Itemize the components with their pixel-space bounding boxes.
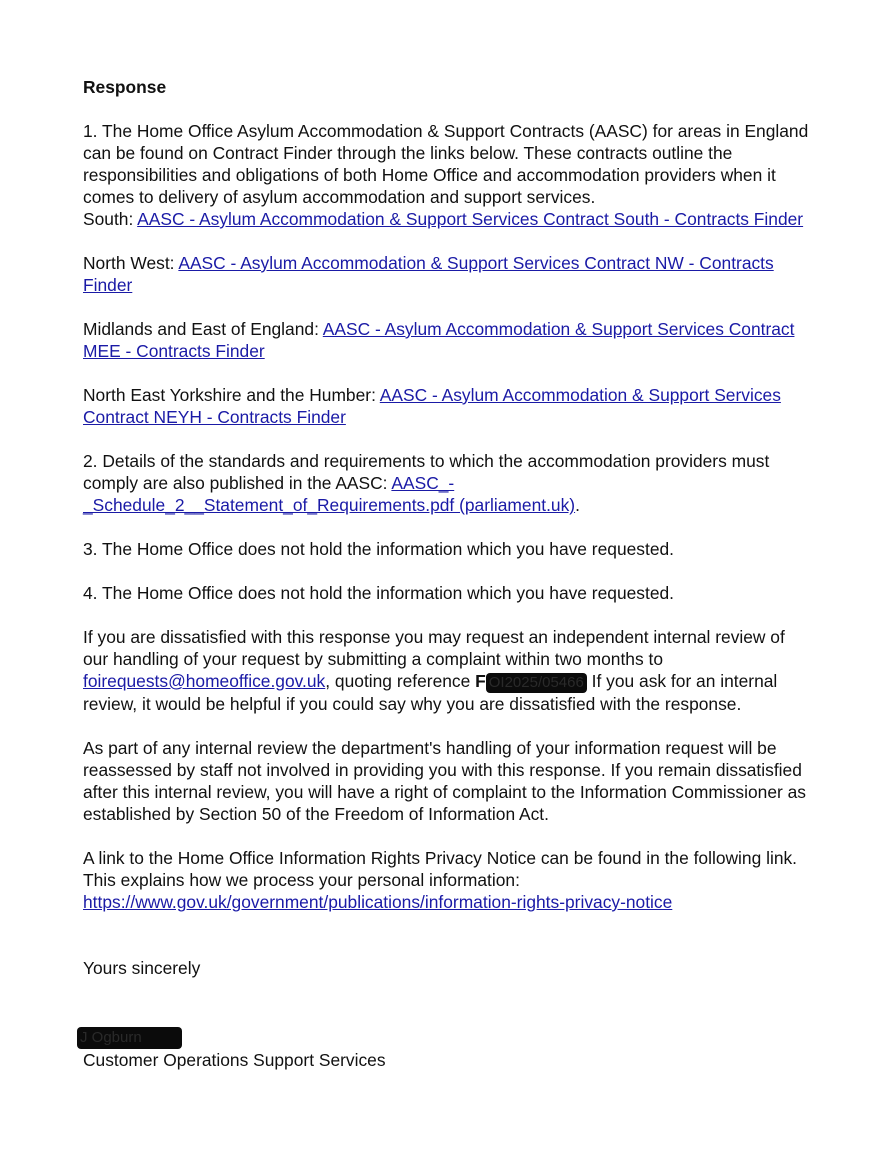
privacy-text: A link to the Home Office Information Rights Privacy Notice can be found in the following link. This explains how we process your personal information: (83, 848, 798, 890)
reference-prefix: F (475, 671, 486, 691)
midlands-east-label: Midlands and East of England: (83, 319, 323, 339)
item-2-text: 2. Details of the standards and requirements to which the accommodation providers must comply are also published in the AASC: (83, 451, 770, 493)
item-1-intro: 1. The Home Office Asylum Accommodation & Support Contracts (AASC) for areas in England can be found on Contract Finder through the links below. These contracts outline the responsibilities and obligations of both Home Office and accommodation providers when it comes to delivery of asylum accommodation and support services. (83, 121, 809, 207)
item-3-paragraph: 3. The Home Office does not hold the information which you have requested. (83, 539, 674, 559)
item-4-paragraph: 4. The Home Office does not hold the information which you have requested. (83, 583, 674, 603)
internal-review-paragraph: As part of any internal review the department's handling of your information request will be reassessed by staff not involved in providing you with this response. If you remain dissatisfied after this internal review, you will have a right of complaint to the Information Commissioner as established by Section 50 of the Freedom of Information Act. (83, 738, 807, 824)
review-text-2: , quoting reference (325, 671, 476, 691)
privacy-paragraph (83, 847, 813, 913)
south-contract-link[interactable]: AASC - Asylum Accommodation & Support Services Contract South - Contracts Finder (137, 209, 804, 229)
response-letter (80, 76, 813, 1071)
review-text-3: If you ask for an internal review, it would be helpful if you could say why you are dissatisfied with the response. (83, 671, 778, 714)
neyh-contract-link[interactable]: AASC - Asylum Accommodation & Support Services Contract NEYH - Contracts Finder (83, 385, 781, 427)
midlands-east-paragraph (83, 318, 813, 362)
north-west-paragraph (83, 252, 813, 296)
item-1-paragraph (83, 120, 813, 230)
signature-redaction: J Ogburn (77, 1027, 182, 1049)
midlands-east-contract-link[interactable]: AASC - Asylum Accommodation & Support Services Contract MEE - Contracts Finder (83, 319, 795, 361)
neyh-label: North East Yorkshire and the Humber: (83, 385, 380, 405)
north-west-contract-link[interactable]: AASC - Asylum Accommodation & Support Services Contract NW - Contracts Finder (83, 253, 774, 295)
reference-redaction: OI2025/05466 (486, 673, 587, 693)
item-2-end: . (575, 495, 580, 515)
internal-review-request-paragraph (83, 626, 813, 715)
north-west-label: North West: (83, 253, 179, 273)
signature-name-row (80, 1025, 813, 1049)
item-2-paragraph (83, 450, 813, 516)
neyh-paragraph (83, 384, 813, 428)
review-text-1: If you are dissatisfied with this response you may request an independent internal review of our handling of your request by submitting a complaint within two months to (83, 627, 785, 669)
signature-block (80, 1025, 813, 1071)
foi-email-link[interactable]: foirequests@homeoffice.gov.uk (83, 671, 326, 691)
statement-of-requirements-link[interactable]: AASC_-_Schedule_2__Statement_of_Requirements.pdf (parliament.uk) (83, 473, 576, 515)
response-heading: Response (83, 77, 167, 97)
privacy-notice-link[interactable]: https://www.gov.uk/government/publications/information-rights-privacy-notice (83, 892, 673, 912)
closing: Yours sincerely (83, 958, 201, 978)
south-label: South: (83, 209, 138, 229)
team-name: Customer Operations Support Services (83, 1050, 386, 1070)
